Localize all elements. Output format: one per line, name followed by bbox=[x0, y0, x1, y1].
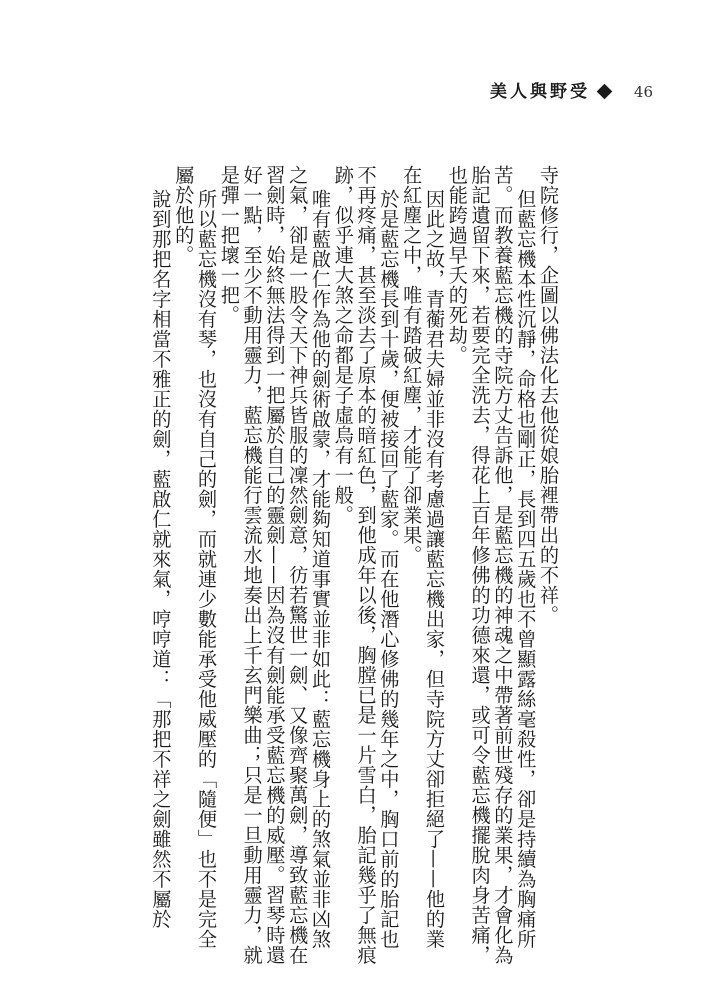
paragraph-start-column: 因此之故，青蘅君夫婦並非沒有考慮過讓藍忘機出家，但寺院方丈卻拒絕了——他的業 bbox=[423, 189, 446, 949]
paragraph-start-column: 但藍忘機本性沉靜，命格也剛正，長到四五歲也不曾顯露絲毫殺性，卻是持續為胸痛所 bbox=[514, 189, 538, 949]
book-title: 美人與野受 bbox=[490, 82, 590, 102]
paragraph-start-column: 唯有藍啟仁作為他的劍術啟蒙，才能夠知道事實並非如此：藍忘機身上的煞氣並非凶煞 bbox=[309, 189, 332, 949]
text-column: 習劍時，始終無法得到一把屬於自己的靈劍——因為沒有劍能承受藍忘機的威壓。習琴時還 bbox=[263, 165, 287, 965]
paragraph-start-column: 於是藍忘機長到十歲，便被接回了藍家。而在他潛心修佛的幾年之中，胸口前的胎記也 bbox=[377, 189, 401, 949]
text-column: 屬於他的。 bbox=[172, 165, 196, 265]
text-column: 之氣，卻是一股令天下神兵皆服的凜然劍意，彷若驚世一劍、又像齊聚萬劍，導致藍忘機在 bbox=[286, 165, 310, 965]
text-column: 也能跨過早夭的死劫。 bbox=[445, 165, 469, 365]
text-column: 胎記遺留下來，若要完全洗去，得花上百年修佛的功德來還，或可令藍忘機擺脫肉身苦痛， bbox=[468, 165, 492, 965]
text-column: 寺院修行，企圖以佛法化去他從娘胎裡帶出的不祥。 bbox=[537, 165, 560, 625]
diamond-icon bbox=[597, 84, 613, 100]
paragraph-start-column: 所以藍忘機沒有琴，也沒有自己的劍，而就連少數能承受他威壓的「隨便」也不是完全 bbox=[195, 189, 218, 949]
text-column: 跡，似乎連大煞之命都是子虛烏有一般。 bbox=[331, 165, 355, 525]
text-column: 好一點，至少不動用靈力，藍忘機能行雲流水地奏出上千玄門樂曲；只是一旦動用靈力，就 bbox=[240, 165, 264, 965]
text-column: 苦。而教養藍忘機的寺院方丈告訴他，是藍忘機的神魂之中帶著前世殘存的業果，才會化為 bbox=[491, 165, 515, 965]
text-column: 在紅塵之中，唯有踏破紅塵，才能了卻業果。 bbox=[400, 165, 424, 565]
vertical-text-body bbox=[148, 0, 560, 1000]
paragraph-start-column: 說到那把名字相當不雅正的劍，藍啟仁就來氣，哼哼道：「那把不祥之劍雖然不屬於 bbox=[149, 189, 173, 929]
text-column: 不再疼痛，甚至淡去了原本的暗紅色，到他成年以後，胸膛已是一片雪白，胎記幾乎了無痕 bbox=[354, 165, 378, 965]
page-number: 46 bbox=[633, 83, 653, 101]
text-column: 是彈一把壞一把。 bbox=[217, 165, 241, 325]
